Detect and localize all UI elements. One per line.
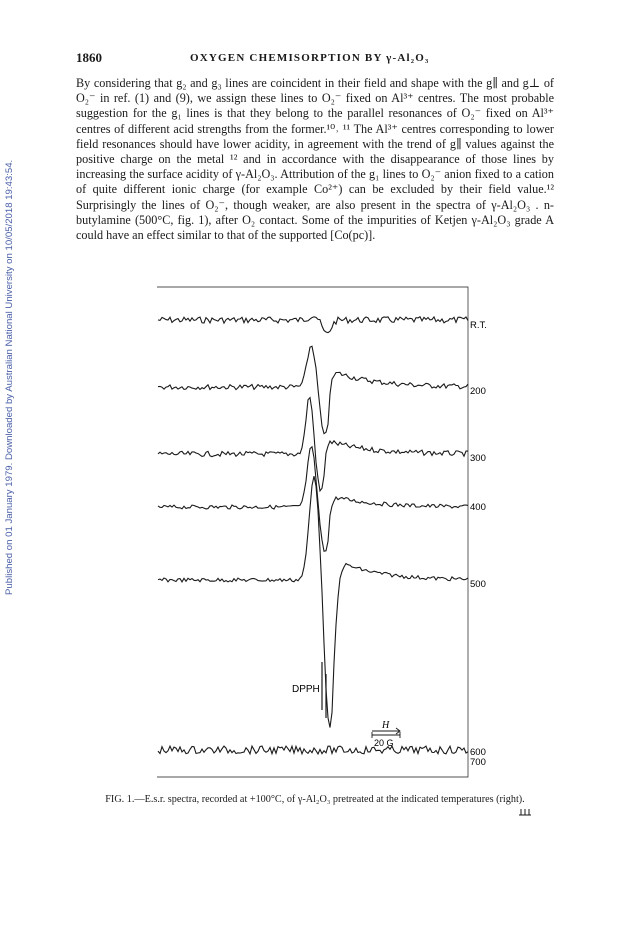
label-600: 600: [470, 747, 486, 758]
esr-trace-300: [158, 398, 468, 491]
scale-bar-label: 20 G: [374, 738, 394, 748]
label-300: 300: [470, 453, 486, 464]
esr-trace-600: [158, 746, 468, 754]
download-stamp-text: Published on 01 January 1979. Downloaded by Australian National University on 10/05/2018 19:43:54.: [4, 159, 15, 595]
dpph-label: DPPH: [292, 684, 320, 695]
label-500: 500: [470, 579, 486, 590]
page-number: 1860: [76, 50, 102, 65]
download-stamp: [4, 135, 18, 595]
esr-spectra-plot: [150, 282, 495, 782]
field-label: H: [382, 720, 390, 731]
figure-caption: FIG. 1.—E.s.r. spectra, recorded at +100°C, of γ-Al₂O₃ pretreated at the indicated temperatures (right).: [105, 794, 525, 805]
label-700: 700: [470, 757, 486, 768]
label-rt: R.T.: [470, 320, 487, 331]
page-corner-mark-icon: [518, 807, 532, 817]
body-paragraph: [76, 76, 554, 243]
label-200: 200: [470, 386, 486, 397]
paragraph-text: By considering that g₂ and g₃ lines are coincident in their field and shape with the g∥ and g⊥ of O₂⁻ in ref. (1) and (9), we assign these lines to O₂⁻ fixed on Al³⁺ centres. The most probable suggestion for the g₁ lines is that they belong to the parallel resonances of O₂⁻ fixed on Al³⁺ centres of different acid strengths from the former.¹⁰˒ ¹¹ The Al³⁺ centres corresponding to lower field resonances should have lower acidity, in agreement with the trend of g∥ values against the positive charge on the metal ¹² and in accordance with the disappearance of those lines by increasing the surface acidity of γ-Al₂O₃. Attribution of the g₁ lines to O₂⁻ anion fixed to a cation of quite different ionic charge (for example Co²⁺) can be excluded by their field value.¹² Surprisingly the lines of O₂⁻, though weaker, are also present in the spectra of γ-Al₂O₃ . n-butylamine (500°C, fig. 1), after O₂ contact. Some of the impurities of Ketjen γ-Al₂O₃ grade A could have an effect similar to that of the supported [Co(pc)].: [76, 76, 554, 243]
esr-trace-rt: [158, 317, 468, 333]
esr-figure: [150, 282, 495, 782]
label-400: 400: [470, 502, 486, 513]
esr-trace-400: [158, 447, 468, 551]
running-title: OXYGEN CHEMISORPTION BY γ-Al₂O₃: [190, 52, 430, 64]
figure-frame: [157, 287, 468, 777]
